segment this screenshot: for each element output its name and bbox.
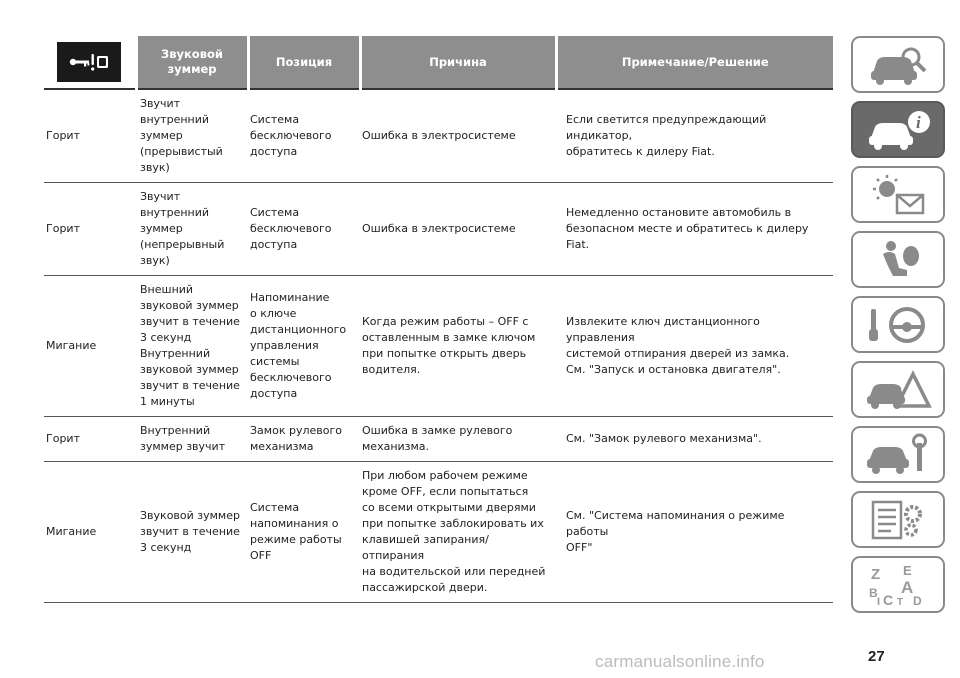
svg-text:I: I bbox=[877, 595, 881, 607]
cause-cell: При любом рабочем режиме кроме OFF, если попытаться со всеми открытыми дверями при попытке заблокировать их клавишей запирания/отпирания на водительской или передней пассажирской двери. bbox=[360, 462, 556, 603]
position-header: Позиция bbox=[248, 36, 360, 89]
svg-text:A: A bbox=[901, 577, 914, 597]
cause-cell: Ошибка в замке рулевого механизма. bbox=[360, 417, 556, 462]
tab-car-search[interactable] bbox=[851, 36, 945, 93]
indicator-cell: Мигание bbox=[44, 276, 136, 417]
tab-index[interactable] bbox=[851, 556, 945, 613]
cause-cell: Ошибка в электросистеме bbox=[360, 89, 556, 183]
buzzer-header: Звуковой зуммер bbox=[136, 36, 248, 89]
note-cell: Немедленно остановите автомобиль в безопасном месте и обратитесь к дилеру Fiat. bbox=[556, 183, 833, 276]
page-number: 27 bbox=[868, 648, 885, 665]
warning-table-container bbox=[44, 36, 833, 603]
tab-technical-specs[interactable] bbox=[851, 491, 945, 548]
table-row bbox=[44, 462, 833, 603]
key-lock-warning-icon bbox=[57, 42, 121, 82]
svg-text:Z: Z bbox=[871, 565, 881, 583]
svg-text:C: C bbox=[883, 591, 894, 607]
warning-light-message-icon bbox=[863, 173, 933, 217]
alphabetical-index-icon bbox=[863, 563, 933, 607]
table-row bbox=[44, 89, 833, 183]
tab-car-info[interactable] bbox=[851, 101, 945, 158]
buzzer-cell: Внешний звуковой зуммер звучит в течение 3 секунд Внутренний звуковой зуммер звучит в течение 1 минуты bbox=[136, 276, 248, 417]
buzzer-cell: Звучит внутренний зуммер (прерывистый звук) bbox=[136, 89, 248, 183]
tab-emergency[interactable] bbox=[851, 361, 945, 418]
car-warning-triangle-icon bbox=[863, 368, 933, 412]
svg-text:D: D bbox=[913, 593, 922, 607]
cause-cell: Ошибка в электросистеме bbox=[360, 183, 556, 276]
buzzer-cell: Внутренний зуммер звучит bbox=[136, 417, 248, 462]
note-cell: Если светится предупреждающий индикатор, обратитесь к дилеру Fiat. bbox=[556, 89, 833, 183]
tab-warning-lights[interactable] bbox=[851, 166, 945, 223]
note-cell: См. "Система напоминания о режиме работы OFF" bbox=[556, 462, 833, 603]
position-cell: Система бесключевого доступа bbox=[248, 183, 360, 276]
buzzer-cell: Звуковой зуммер звучит в течение 3 секунд bbox=[136, 462, 248, 603]
tab-maintenance[interactable] bbox=[851, 426, 945, 483]
indicator-cell: Горит bbox=[44, 183, 136, 276]
cause-cell: Когда режим работы – OFF с оставленным в замке ключом при попытке открыть дверь водителя. bbox=[360, 276, 556, 417]
table-row bbox=[44, 183, 833, 276]
position-cell: Система напоминания о режиме работы OFF bbox=[248, 462, 360, 603]
svg-text:E: E bbox=[903, 562, 912, 578]
note-cell: См. "Замок рулевого механизма". bbox=[556, 417, 833, 462]
car-wrench-icon bbox=[863, 433, 933, 477]
warning-table bbox=[44, 36, 833, 603]
note-header: Примечание/Решение bbox=[556, 36, 833, 89]
buzzer-cell: Звучит внутренний зуммер (непрерывный звук) bbox=[136, 183, 248, 276]
indicator-cell: Горит bbox=[44, 417, 136, 462]
indicator-header bbox=[44, 36, 136, 89]
tab-safety[interactable] bbox=[851, 231, 945, 288]
cause-header: Причина bbox=[360, 36, 556, 89]
seat-airbag-icon bbox=[863, 238, 933, 282]
car-search-icon bbox=[863, 43, 933, 87]
indicator-cell: Мигание bbox=[44, 462, 136, 603]
table-header-row bbox=[44, 36, 833, 89]
indicator-cell: Горит bbox=[44, 89, 136, 183]
tab-starting-driving[interactable] bbox=[851, 296, 945, 353]
position-cell: Замок рулевого механизма bbox=[248, 417, 360, 462]
note-cell: Извлеките ключ дистанционного управления системой отпирания дверей из замка. См. "Запуск и остановка двигателя". bbox=[556, 276, 833, 417]
table-row bbox=[44, 417, 833, 462]
key-steering-wheel-icon bbox=[863, 303, 933, 347]
chapter-tabs bbox=[851, 36, 945, 621]
table-row bbox=[44, 276, 833, 417]
position-cell: Система бесключевого доступа bbox=[248, 89, 360, 183]
svg-text:B: B bbox=[869, 585, 878, 600]
position-cell: Напоминание о ключе дистанционного управления системы бесключевого доступа bbox=[248, 276, 360, 417]
specs-gears-icon bbox=[863, 498, 933, 542]
watermark: carmanualsonline.info bbox=[595, 652, 765, 671]
svg-text:T: T bbox=[897, 596, 904, 607]
svg-text:i: i bbox=[916, 112, 921, 132]
car-info-icon bbox=[863, 108, 933, 152]
